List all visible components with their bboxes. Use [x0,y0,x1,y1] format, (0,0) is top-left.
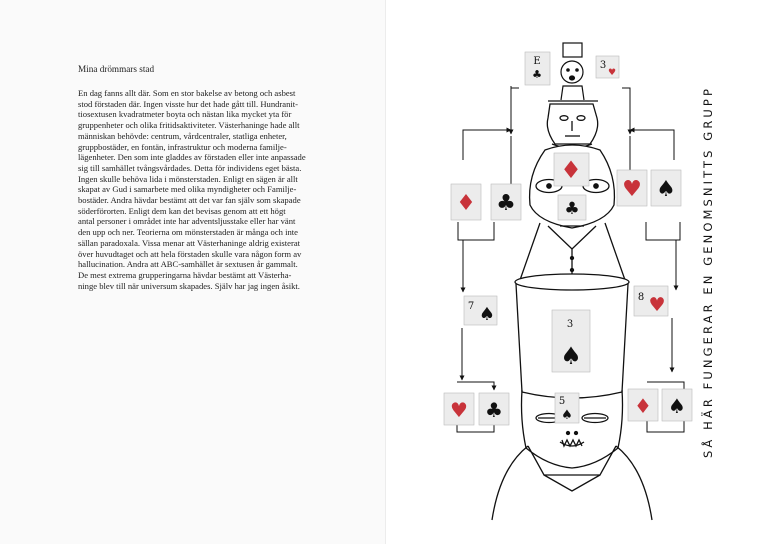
body-line: hallucination. Andra att ABC-samhället är sextusen år gammalt. [78,259,298,270]
body-line: De mest extrema grupperingarna hävdar bestämt att Västerha- [78,269,292,280]
tiny-figure [548,43,598,101]
card-suit: ♠ [560,342,582,370]
card-rank: 3 [599,60,607,71]
card-suit: ♦ [456,191,476,216]
card-mid-right-2 [651,170,681,206]
card-top-left [525,52,550,85]
story-title: Mina drömmars stad [78,64,155,74]
card-bot-left-1 [444,393,474,425]
card-mid-left-2 [491,184,521,220]
card-suit: ♥ [622,177,642,202]
card-rank: 5 [558,396,566,407]
card-lower-left [464,296,497,325]
card-bot-left-2 [479,393,509,425]
card-mid-left-1 [451,184,481,220]
card-rank: 3 [566,319,574,330]
card-suit: ♦ [634,394,652,418]
body-line: gruppenheter och olika fritidsaktiviteter. Västerhaninge hade allt [78,120,300,131]
card-rank: 7 [467,301,475,312]
card-mid-right-1 [617,170,647,206]
body-line: En dag fanns allt där. Som en stor bakelse av betong och asbest [78,88,296,98]
card-suit: ♠ [561,408,573,423]
card-face-club [558,195,586,220]
body-line: bostäder. Andra hävdar bestämt att det var fan själv som skapade [78,195,301,206]
card-suit: ♣ [496,191,516,216]
card-suit: ♣ [564,199,580,219]
body-line: skapat av Gud i samarbete med olika myndigheter och Familje- [78,184,297,195]
card-suit: ♦ [560,156,582,184]
body-line: gruppbostäder, en fontän, infrastruktur och moderna familje- [78,141,287,152]
body-line: söderförorten. Enligt dem kan det bevisas genom att ett högt [78,205,286,216]
vertical-caption: SÅ HÄR FUNGERAR EN GENOMSNITTS GRUPP [701,86,715,458]
card-suit: ♠ [668,394,686,418]
body-line: människan behövde: centrum, vårdcentraler, statliga enheter, [78,130,287,141]
card-suit: ♣ [532,68,542,81]
body-line: antal personer i området inte har adventsljusstake eller har vänt [78,216,296,227]
card-bot-right-2 [662,389,692,421]
body-line: över huvudtaget och att hela förstaden skulle vara någon form av [78,248,302,259]
body-line: stod förstaden där. Ingen visste hur det hade gått till. Hundranit- [78,98,299,109]
body-line: lägenheter. Den som inte gladdes av förstaden eller inte anpassade [78,152,306,163]
card-center-spade [552,310,590,372]
body-line: den upp och ner. Teorierna om mönsterstaden är många och inte [78,227,298,238]
card-suit: ♣ [485,398,503,422]
body-line: sällan paradoxala. Vissa menar att Västerhaninge aldrig existerat [78,237,301,248]
card-bot-right-1 [628,389,658,421]
card-head-diamond [554,153,589,186]
card-suit: ♥ [450,398,468,422]
card-rank: 8 [637,292,645,303]
card-lower-right [634,286,668,316]
story-body [78,88,340,291]
card-rank: E [533,56,541,67]
body-line: sig till samhället tvångsvårdades. Detta för individens eget bästa. [78,162,302,173]
card-suit: ♠ [478,304,496,325]
card-bottom-head [555,393,579,423]
card-suit: ♠ [656,177,676,202]
body-line: ninge blev till när universum skapades. Själv har jag ingen åsikt. [78,280,300,291]
small-head [547,104,597,148]
card-suit: ♥ [607,68,617,78]
body-line: tiosextusen kvadratmeter boyta och nästan lika mycket yta för [78,109,292,120]
body-line: Ingen skulle behöva lida i mönsterstaden. Enligt en sägen är allt [78,173,298,184]
card-top-right [596,56,619,78]
card-suit: ♥ [648,294,666,316]
